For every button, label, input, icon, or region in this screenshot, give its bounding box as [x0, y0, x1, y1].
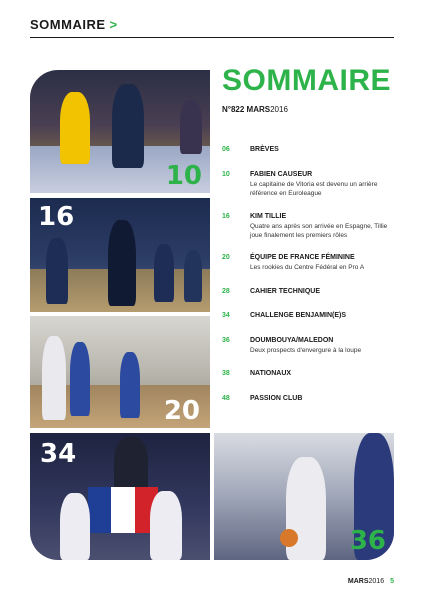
photo-page-number: 10 [165, 161, 202, 191]
player-figure [112, 84, 144, 168]
header-title [30, 17, 118, 32]
photo-page-number: 16 [38, 202, 75, 232]
toc-page-number: 34 [222, 312, 230, 319]
player-figure [42, 336, 66, 420]
photo-tillie [30, 198, 210, 312]
player-figure [60, 92, 90, 164]
issue-number: N°822 MARS [222, 105, 271, 114]
player-figure [180, 100, 202, 154]
toc-title: PASSION CLUB [250, 395, 303, 402]
toc-page-number: 48 [222, 395, 230, 402]
toc-title: BRÈVES [250, 146, 279, 153]
photo-challenge [30, 433, 210, 560]
toc-description: Les rookies du Centre Fédéral en Pro A [250, 264, 365, 271]
french-flag [88, 487, 158, 533]
photo-page-number: 34 [40, 439, 77, 469]
header-title-text: SOMMAIRE [30, 17, 106, 32]
footer-year: 2016 [368, 578, 385, 585]
photo-causeur [30, 70, 210, 193]
photo-doumbouya-maledon [214, 433, 394, 560]
toc-title: KIM TILLIE [250, 213, 287, 220]
issue-info [222, 105, 288, 114]
toc-title: ÉQUIPE DE FRANCE FÉMININE [250, 254, 355, 261]
footer-month: MARS [347, 578, 369, 585]
issue-year: 2016 [270, 105, 288, 114]
player-figure [184, 250, 202, 302]
photo-page-number: 36 [349, 526, 386, 556]
chevron-right-icon: > [109, 17, 118, 32]
toc-page-number: 20 [222, 254, 230, 261]
toc-page-number: 06 [222, 146, 230, 153]
toc-description: Le capitaine de Vitoria est devenu un arrière référence en Euroleague [250, 181, 378, 197]
player-figure [46, 238, 68, 304]
page-header [30, 14, 394, 38]
footer-page-number: 5 [390, 578, 394, 585]
basketball-ball [280, 529, 298, 547]
toc-page-number: 10 [222, 171, 230, 178]
player-figure [150, 491, 182, 560]
page-title: SOMMAIRE [222, 64, 391, 97]
toc-title: CAHIER TECHNIQUE [250, 288, 321, 295]
player-figure [70, 342, 90, 416]
photo-page-number: 20 [163, 396, 200, 426]
toc-page-number: 38 [222, 370, 230, 377]
toc-page-number: 28 [222, 288, 230, 295]
toc-title: CHALLENGE BENJAMIN(E)S [250, 312, 347, 319]
player-figure [120, 352, 140, 418]
toc-title: FABIEN CAUSEUR [250, 171, 313, 178]
player-figure [154, 244, 174, 302]
toc-description: Deux prospects d'envergure à la loupe [250, 347, 362, 354]
toc-page-number: 16 [222, 213, 230, 220]
toc-page-number: 36 [222, 337, 230, 344]
player-figure [60, 493, 90, 560]
photo-equipe-feminine [30, 316, 210, 428]
player-figure [108, 220, 136, 306]
toc-description: Quatre ans après son arrivée en Espagne, Tillie joue finalement les premiers rôles [250, 223, 388, 239]
toc-title: NATIONAUX [250, 370, 292, 377]
page-footer [348, 578, 394, 585]
toc-title: DOUMBOUYA/MALEDON [250, 337, 334, 344]
